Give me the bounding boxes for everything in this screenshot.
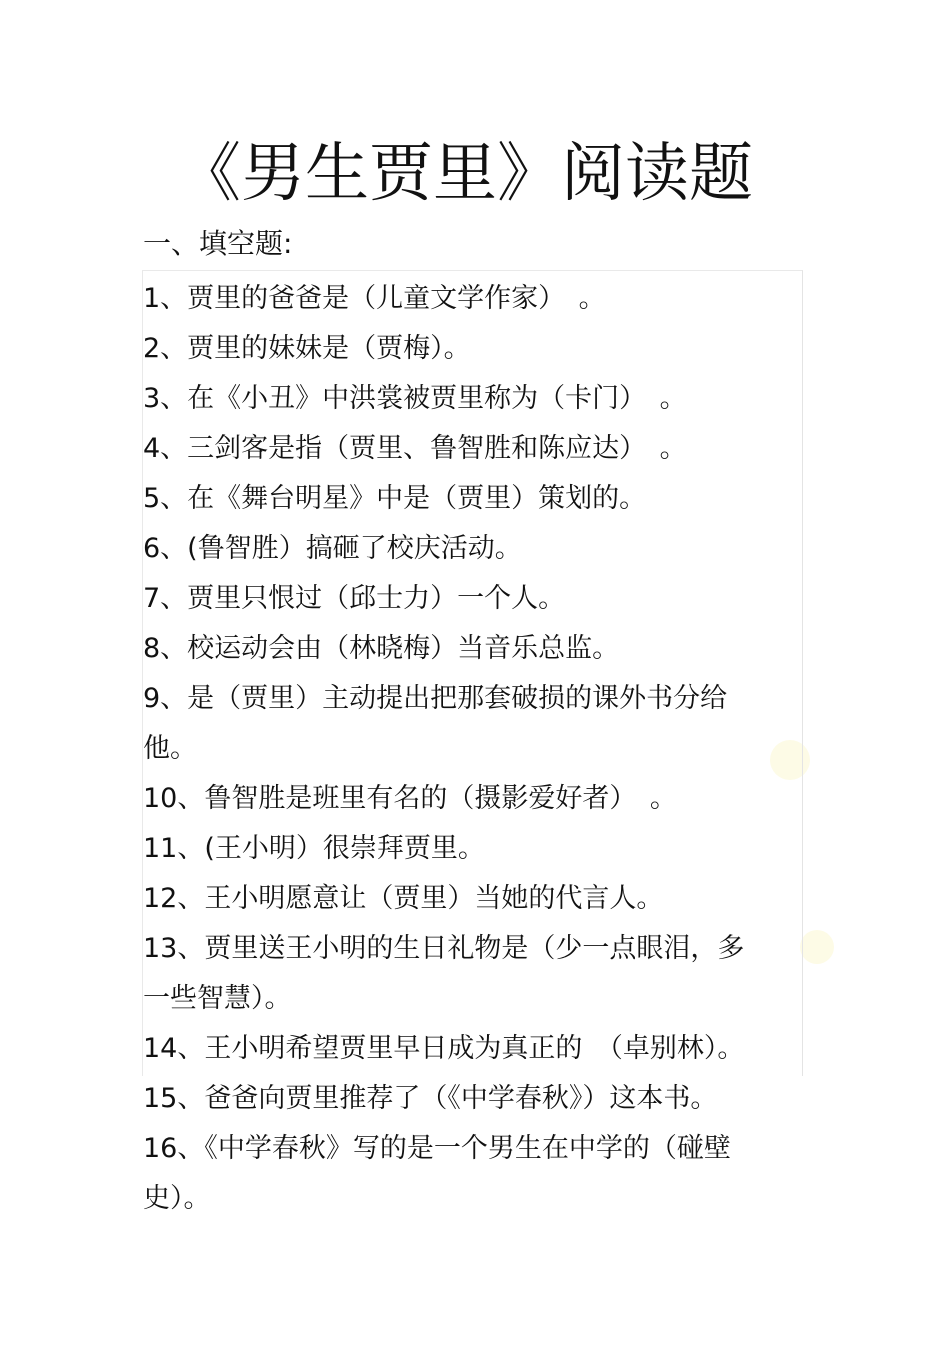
question-item: 9、是（贾里）主动提出把那套破损的课外书分给他。 — [143, 683, 728, 764]
question-item: 15、爸爸向贾里推荐了（《中学春秋》）这本书。 — [143, 1083, 718, 1114]
page-title: 《男生贾里》阅读题 — [177, 137, 753, 211]
question-item: 10、鲁智胜是班里有名的（摄影爱好者） 。 — [143, 783, 677, 814]
section-heading: 一、填空题: — [143, 227, 293, 260]
question-item: 13、贾里送王小明的生日礼物是（少一点眼泪，多一些智慧）。 — [143, 933, 745, 1014]
question-item: 16、《中学春秋》写的是一个男生在中学的（碰壁史）。 — [143, 1133, 731, 1214]
question-item: 2、贾里的妹妹是（贾梅）。 — [143, 333, 471, 364]
question-item: 5、在《舞台明星》中是（贾里）策划的。 — [143, 483, 647, 514]
question-item: 8、校运动会由（林晓梅）当音乐总监。 — [143, 633, 620, 664]
question-item: 12、王小明愿意让（贾里）当她的代言人。 — [143, 883, 664, 914]
question-item: 7、贾里只恨过（邱士力）一个人。 — [143, 583, 566, 614]
question-item: 3、在《小丑》中洪裳被贾里称为（卡门） 。 — [143, 383, 687, 414]
question-item: 11、(王小明）很崇拜贾里。 — [143, 833, 485, 864]
question-list — [143, 274, 803, 1224]
question-item: 6、(鲁智胜）搞砸了校庆活动。 — [143, 533, 522, 564]
background-decoration — [800, 930, 834, 964]
question-item: 14、王小明希望贾里早日成为真正的 （卓别林）。 — [143, 1033, 745, 1064]
question-item: 4、三剑客是指（贾里、鲁智胜和陈应达） 。 — [143, 433, 687, 464]
question-item: 1、贾里的爸爸是（儿童文学作家） 。 — [143, 283, 606, 314]
